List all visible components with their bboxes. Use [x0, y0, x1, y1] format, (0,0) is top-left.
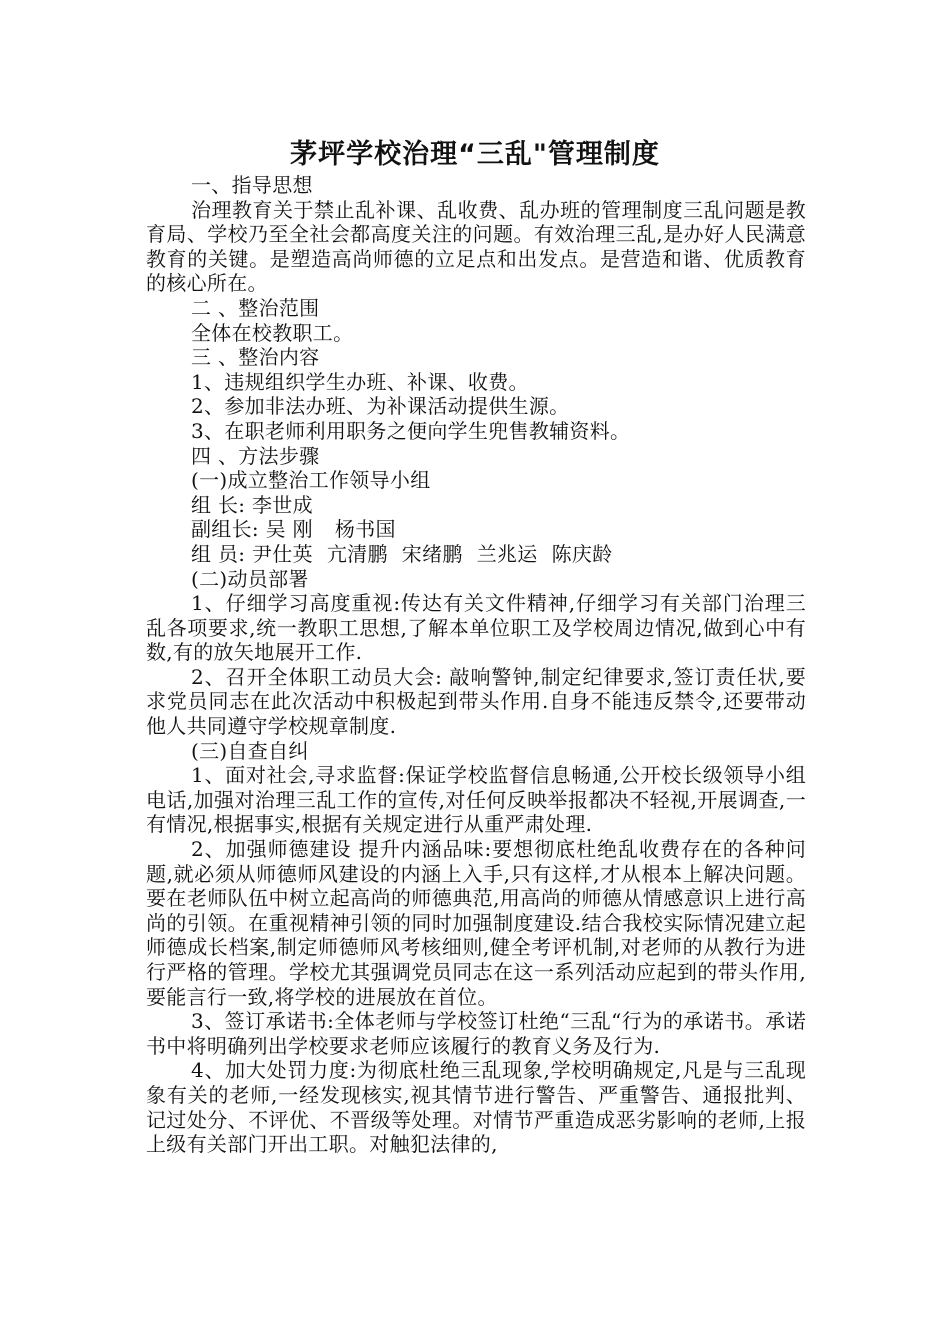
section-heading-content: 三 、整治内容	[191, 345, 320, 370]
deputy-label: 副组长:	[191, 517, 259, 542]
section-paragraph: 1、面对社会,寻求监督:保证学校监督信息畅通,公开校长级领导小组电话,加强对治理三乱工作的宣传,对任何反映举报都决不轻视,开展调查,一有情况,根据事实,根据有关规定进行从重严肃处理.	[146, 763, 806, 837]
member-name: 亢清鹏	[326, 541, 388, 566]
section-paragraph: 2、召开全体职工动员大会: 敲响警钟,制定纪律要求,签订责任状,要求党员同志在此次活动中积极起到带头作用.自身不能违反禁令,还要带动他人共同遵守学校规章制度.	[146, 664, 806, 739]
section-paragraph: 3、签订承诺书:全体老师与学校签订杜绝“三乱“行为的承诺书。承诺书中将明确列出学校要求老师应该履行的教育义务及行为.	[146, 1009, 806, 1058]
member-name: 宋绪鹏	[401, 541, 463, 566]
section-paragraph: 治理教育关于禁止乱补课、乱收费、乱办班的管理制度三乱问题是教育局、学校乃至全社会都高度关注的问题。有效治理三乱,是办好人民满意教育的关键。是塑造高尚师德的立足点和出发点。是营造和谐、优质教育的核心所在。	[146, 197, 806, 296]
deputy-name: 杨书国	[334, 517, 396, 542]
subsection-heading: (一)成立整治工作领导小组	[191, 468, 431, 493]
deputy-name: 吴 刚	[265, 517, 313, 542]
member-name: 陈庆龄	[551, 541, 613, 566]
section-paragraph: 1、仔细学习高度重视:传达有关文件精神,仔细学习有关部门治理三乱各项要求,统一教职工思想,了解本单位职工及学校周边情况,做到心中有数,有的放矢地展开工作.	[146, 591, 806, 665]
section-heading-scope: 二 、整治范围	[191, 295, 320, 320]
member-name: 尹仕英	[251, 541, 313, 566]
list-item: 2、参加非法办班、为补课活动提供生源。	[191, 394, 570, 419]
section-heading-guiding-ideology: 一、指导思想	[191, 173, 313, 197]
team-members-line	[146, 542, 806, 567]
leader-label: 组 长:	[191, 492, 246, 517]
document-title: 茅坪学校治理“三乱"管理制度	[290, 139, 660, 170]
team-deputy-line	[146, 517, 806, 542]
section-paragraph: 4、加大处罚力度:为彻底杜绝三乱现象,学校明确规定,凡是与三乱现象有关的老师,一经发现核实,视其情节进行警告、严重警告、通报批判、记过处分、不评优、不晋级等处理。对情节严重造成恶劣影响的老师,上报上级有关部门开出工职。对触犯法律的,	[146, 1058, 806, 1157]
section-paragraph: 2、加强师德建设 提升内涵品味:要想彻底杜绝乱收费存在的各种问题,就必须从师德师风建设的内涵上入手,只有这样,才从根本上解决问题。要在老师队伍中树立起高尚的师德典范,用高尚的师德从情感意识上进行高尚的引领。在重视精神引领的同时加强制度建设.结合我校实际情况建立起师德成长档案,制定师德师风考核细则,健全考评机制,对老师的从教行为进行严格的管理。学校尤其强调党员同志在这一系列活动应起到的带头作用,要能言行一致,将学校的进展放在首位。	[146, 837, 806, 1009]
leader-name: 李世成	[251, 492, 313, 517]
subsection-heading: (三)自查自纠	[191, 738, 309, 763]
section-paragraph: 全体在校教职工。	[191, 320, 354, 345]
list-item: 1、违规组织学生办班、补课、收费。	[191, 369, 529, 394]
document-body	[146, 173, 806, 1157]
member-label: 组 员:	[191, 541, 246, 566]
subsection-heading: (二)动员部署	[191, 566, 309, 591]
section-heading-methods: 四 、方法步骤	[191, 443, 320, 468]
team-leader-line	[146, 493, 806, 518]
member-name: 兰兆运	[476, 541, 538, 566]
list-item: 3、在职老师利用职务之便向学生兜售教辅资料。	[191, 418, 631, 443]
